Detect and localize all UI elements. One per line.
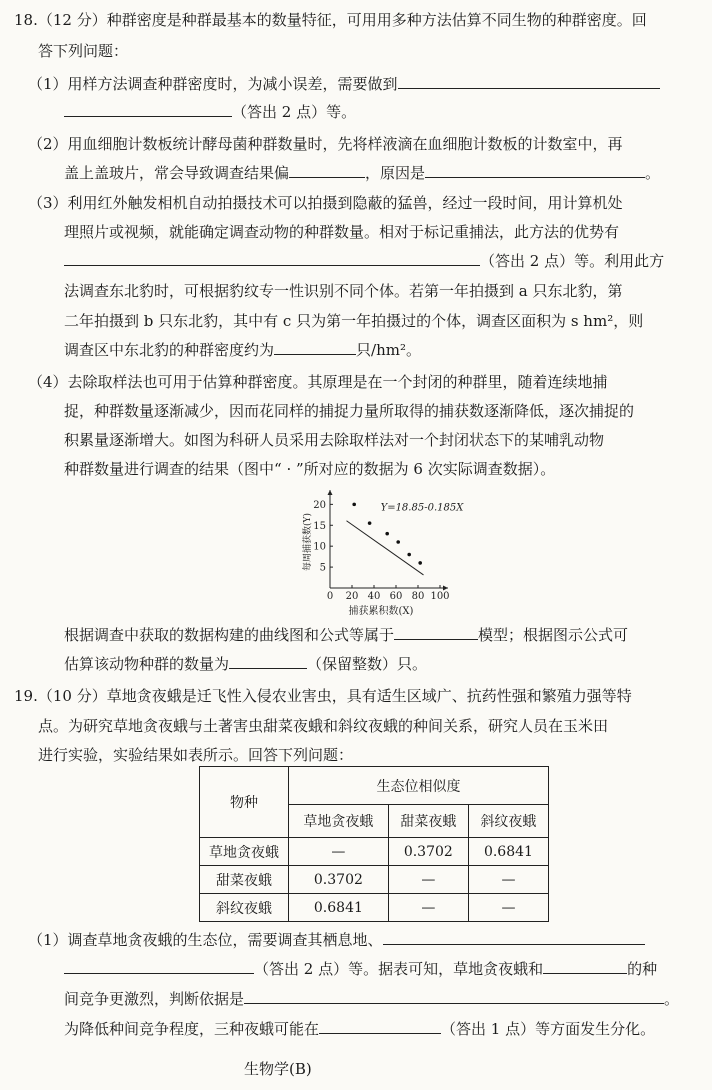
y-tick-label: 15 bbox=[313, 520, 326, 532]
table-header-species: 物种 bbox=[200, 767, 289, 838]
q19-part1-line4: 为降低种间竞争程度，三种夜蛾可能在 （答出 1 点）等方面发生分化。 bbox=[64, 1020, 656, 1038]
q19-header-b: 点。为研究草地贪夜蛾与土著害虫甜菜夜蛾和斜纹夜蛾的种间关系，研究人员在玉米田 bbox=[38, 717, 609, 735]
x-tick-label: 0 bbox=[326, 591, 334, 602]
answer-blank[interactable] bbox=[383, 930, 645, 945]
table-group-header: 生态位相似度 bbox=[289, 767, 549, 805]
x-axis-label: 捕获累积数(X) bbox=[348, 606, 414, 617]
q19-part1-line1: （1）调查草地贪夜蛾的生态位，需要调查其栖息地、 bbox=[28, 929, 645, 951]
y-axis-label: 每周捕获数(Y) bbox=[303, 513, 313, 571]
table-col-header: 斜纹夜蛾 bbox=[468, 805, 548, 838]
answer-blank[interactable] bbox=[543, 959, 627, 974]
page-footer: 生物学(B) bbox=[244, 1060, 312, 1078]
q18-part3-line6: 调查区中东北豹的种群密度约为 只/hm²。 bbox=[64, 341, 421, 359]
data-point bbox=[352, 503, 356, 507]
answer-blank[interactable] bbox=[64, 959, 254, 974]
x-tick-label: 60 bbox=[389, 591, 403, 602]
answer-blank[interactable] bbox=[244, 989, 664, 1004]
x-axis-arrow bbox=[443, 586, 448, 591]
answer-blank[interactable] bbox=[64, 102, 232, 117]
trend-equation: Y=18.85-0.185X bbox=[380, 502, 464, 514]
q18-part1-line2: （答出 2 点）等。 bbox=[64, 101, 356, 123]
q19-header: 19.（10 分）草地贪夜蛾是迁飞性入侵农业害虫，具有适生区域广、抗药性强和繁殖力强等特 bbox=[14, 687, 632, 705]
q18-part2-line1: （2）用血细胞计数板统计酵母菌种群数量时，先将样液滴在血细胞计数板的计数室中，再 bbox=[28, 135, 623, 153]
y-tick-label: 5 bbox=[319, 562, 326, 574]
table-col-header: 草地贪夜蛾 bbox=[289, 805, 389, 838]
q19-part1-line3: 间竞争更激烈，判断依据是 。 bbox=[64, 990, 680, 1008]
q18-part4-line1: （4）去除取样法也可用于估算种群密度。其原理是在一个封闭的种群里，随着连续地捕 bbox=[28, 373, 608, 391]
table-row: 草地贪夜蛾 — 0.3702 0.6841 bbox=[200, 838, 549, 866]
q18-part4-line6: 估算该动物种群的数量为 （保留整数）只。 bbox=[64, 655, 428, 673]
y-tick-label: 20 bbox=[313, 499, 326, 511]
q18-part4-line2: 捉，种群数量逐渐减少，因而花同样的捕捉力量所取得的捕获数逐渐降低，逐次捕捉的 bbox=[64, 402, 635, 420]
trend-line bbox=[347, 521, 424, 575]
q18-part4-line4: 种群数量进行调查的结果（图中“ · ”所对应的数据为 6 次实际调查数据）。 bbox=[64, 460, 556, 478]
scatter-chart bbox=[300, 490, 470, 618]
q18-header: 18.（12 分）种群密度是种群最基本的数量特征，可用用多种方法估算不同生物的种群密度。回 bbox=[14, 11, 647, 29]
q18-header-cont: 答下列问题： bbox=[38, 42, 129, 60]
answer-blank[interactable] bbox=[274, 340, 356, 355]
answer-blank[interactable] bbox=[64, 251, 480, 266]
table-row: 斜纹夜蛾 0.6841 — — bbox=[200, 894, 549, 922]
q18-part2-line2: 盖上盖玻片，常会导致调查结果偏 ，原因是 。 bbox=[64, 164, 661, 182]
q19-header-c: 进行实验，实验结果如表所示。回答下列问题： bbox=[38, 746, 354, 764]
q19-part1-line2: （答出 2 点）等。据表可知，草地贪夜蛾和 的种 bbox=[64, 958, 657, 980]
answer-blank[interactable] bbox=[398, 74, 660, 89]
x-tick-label: 40 bbox=[367, 591, 381, 602]
q18-part3-line4: 法调查东北豹时，可根据豹纹专一性识别不同个体。若第一年拍摄到 a 只东北豹，第 bbox=[64, 282, 623, 300]
answer-blank[interactable] bbox=[425, 163, 645, 178]
niche-similarity-table bbox=[199, 766, 549, 922]
q18-part3-line3: （答出 2 点）等。利用此方 bbox=[64, 250, 664, 272]
table-col-header: 甜菜夜蛾 bbox=[388, 805, 468, 838]
data-point bbox=[418, 561, 422, 565]
answer-blank[interactable] bbox=[289, 163, 365, 178]
x-tick-label: 80 bbox=[411, 591, 425, 602]
y-axis-arrow bbox=[328, 490, 333, 495]
data-point bbox=[385, 532, 389, 536]
q18-part4-line3: 积累量逐渐增大。如图为科研人员采用去除取样法对一个封闭状态下的某哺乳动物 bbox=[64, 431, 605, 449]
data-point bbox=[407, 553, 411, 557]
y-tick-label: 10 bbox=[313, 541, 326, 553]
answer-blank[interactable] bbox=[394, 625, 478, 640]
q18-part1-line1: （1）用样方法调查种群密度时，为减小误差，需要做到 bbox=[28, 73, 660, 95]
q18-part3-line2: 理照片或视频，就能确定调查动物的种群数量。相对于标记重捕法，此方法的优势有 bbox=[64, 223, 620, 241]
data-point bbox=[368, 521, 372, 525]
answer-blank[interactable] bbox=[229, 654, 307, 669]
q18-part4-line5: 根据调查中获取的数据构建的曲线图和公式等属于 模型；根据图示公式可 bbox=[64, 626, 629, 644]
q18-part3-line1: （3）利用红外触发相机自动拍摄技术可以拍摄到隐蔽的猛兽，经过一段时间，用计算机处 bbox=[28, 194, 623, 212]
answer-blank[interactable] bbox=[319, 1019, 441, 1034]
chart-svg bbox=[300, 490, 470, 618]
data-point bbox=[396, 540, 400, 544]
x-tick-label: 20 bbox=[345, 591, 359, 602]
q18-part3-line5: 二年拍摄到 b 只东北豹，其中有 c 只为第一年拍摄过的个体，调查区面积为 s hm²，则 bbox=[64, 312, 644, 330]
x-tick-label: 100 bbox=[430, 591, 450, 602]
table-row: 甜菜夜蛾 0.3702 — — bbox=[200, 866, 549, 894]
